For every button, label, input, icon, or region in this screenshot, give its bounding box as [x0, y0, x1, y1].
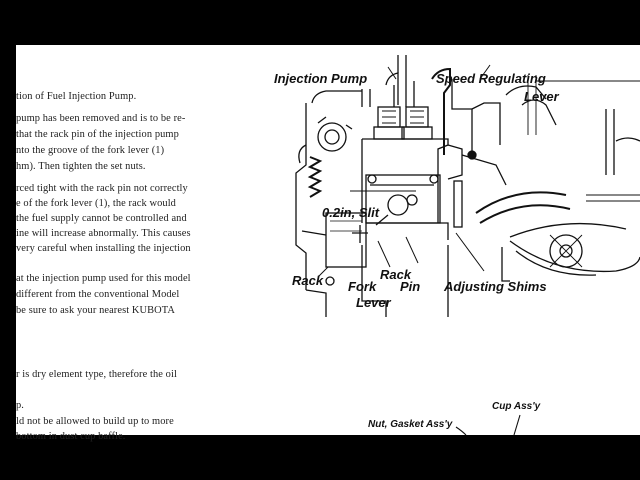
label-rack-pin-top: Rack	[380, 267, 412, 282]
label-lever: Lever	[524, 89, 559, 104]
text-line: at the injection pump used for this model	[16, 273, 191, 284]
text-line: very careful when installing the injection	[16, 243, 191, 254]
bottom-leaders	[456, 413, 576, 435]
label-pin: Pin	[400, 279, 421, 294]
text-line: tion of Fuel Injection Pump.	[16, 91, 137, 102]
text-line: hm). Then tighten the set nuts.	[16, 161, 146, 172]
text-line: be sure to ask your nearest KUBOTA	[16, 305, 175, 316]
label-fork-lever: Lever	[356, 295, 391, 310]
text-line: e of the fork lever (1), the rack would	[16, 198, 176, 209]
label-nut-gasket: Nut, Gasket Ass'y	[368, 419, 453, 430]
text-line: ld not be allowed to build up to more	[16, 416, 174, 427]
label-rack: Rack	[292, 273, 324, 288]
text-line: different from the conventional Model	[16, 289, 180, 300]
text-line: pump has been removed and is to be re-	[16, 113, 186, 124]
text-line: r is dry element type, therefore the oil	[16, 369, 177, 380]
label-cup-assy: Cup Ass'y	[492, 401, 541, 412]
text-line: that the rack pin of the injection pump	[16, 129, 179, 140]
label-slit: 0.2in, Slit	[322, 205, 380, 220]
label-injection-pump: Injection Pump	[274, 71, 368, 86]
label-speed-regulating: Speed Regulating	[436, 71, 546, 86]
text-line: p.	[16, 400, 24, 411]
text-line: nto the groove of the fork lever (1)	[16, 145, 165, 156]
label-fork: Fork	[348, 279, 377, 294]
manual-page	[16, 45, 640, 442]
text-line: the fuel supply cannot be controlled and	[16, 213, 187, 224]
text-line: bottom in dust cup baffle.	[16, 431, 126, 442]
label-adjusting-shims: Adjusting Shims	[444, 279, 547, 294]
text-line: rced tight with the rack pin not correctly	[16, 183, 188, 194]
injection-pump-figure	[266, 45, 640, 317]
text-line: ine will increase abnormally. This causes	[16, 228, 191, 239]
